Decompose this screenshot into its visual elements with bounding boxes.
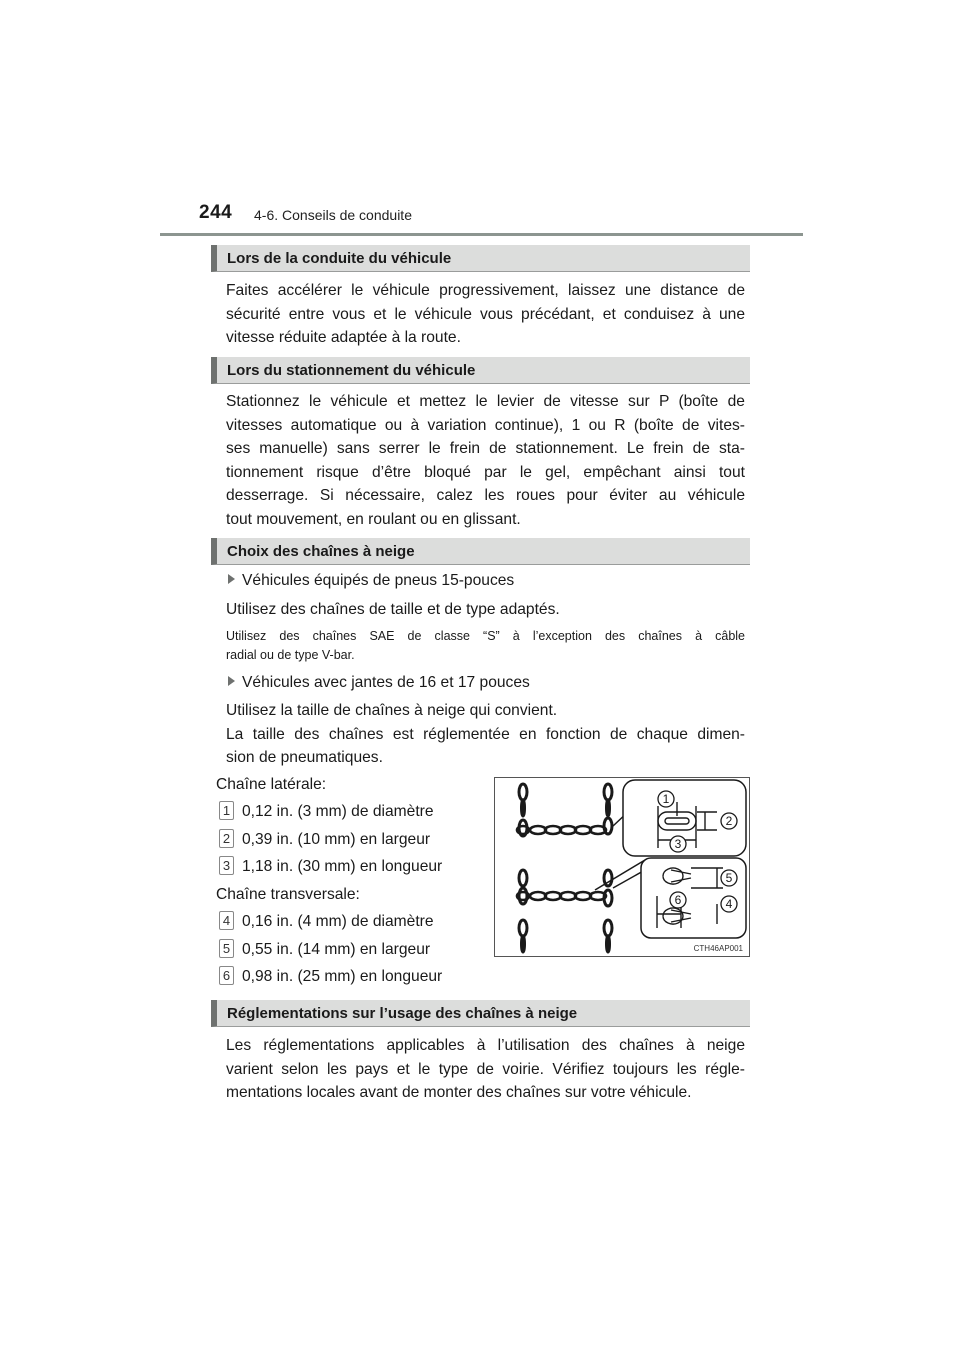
spec-item <box>219 939 430 961</box>
text-line: sion de pneumatiques. <box>226 749 383 766</box>
callout-5: 5 <box>725 871 733 885</box>
spec-text: 0,98 in. (25 mm) en longueur <box>242 968 443 985</box>
triangle-bullet-icon <box>228 676 235 686</box>
section-title: Choix des chaînes à neige <box>227 543 415 560</box>
figure-code: CTH46AP001 <box>693 944 743 953</box>
callout-number: 1 <box>219 801 234 820</box>
bullet-16-17-inch <box>228 672 530 694</box>
text-line: ses manuelle) sans serrer le frein de stationnement. Le frein de sta- <box>226 440 745 457</box>
paragraph-chain-type <box>226 598 745 622</box>
cross-chain-top <box>517 826 606 834</box>
text-line: Faites accélérer le véhicule progressivement, laissez une distance de <box>226 282 745 299</box>
snow-chain-diagram <box>494 777 750 957</box>
section-heading-regulations <box>211 1000 750 1027</box>
callout-number: 6 <box>219 966 234 985</box>
bullet-text: Véhicules équipés de pneus 15-pouces <box>242 572 515 589</box>
text-line: desserrage. Si nécessaire, calez les roues pour éviter au véhicule <box>226 487 745 504</box>
spec-text: 0,16 in. (4 mm) de diamètre <box>242 913 434 930</box>
note-sae-class <box>226 627 745 665</box>
callout-number: 4 <box>219 911 234 930</box>
section-title: Lors de la conduite du véhicule <box>227 250 452 267</box>
section-title: Lors du stationnement du véhicule <box>227 362 476 379</box>
left-side-chain <box>519 784 527 952</box>
paragraph-chain-size <box>226 699 745 770</box>
callout-2: 2 <box>725 814 733 828</box>
bullet-text: Véhicules avec jantes de 16 et 17 pouces <box>242 674 530 691</box>
paragraph-driving <box>226 279 745 350</box>
callout-3: 3 <box>674 837 682 851</box>
text-line: tout mouvement, en roulant ou en glissant. <box>226 510 521 528</box>
chapter-title: 4-6. Conseils de conduite <box>254 207 412 223</box>
header-divider <box>160 233 803 236</box>
text-line: radial ou de type V-bar. <box>226 648 355 662</box>
text-line: Utilisez des chaînes de taille et de type adaptés. <box>226 601 560 618</box>
cross-chain-bottom <box>517 892 606 900</box>
bullet-15-inch <box>228 570 514 592</box>
text-line: vitesse réduite adaptée à la route. <box>226 329 461 346</box>
callout-number: 5 <box>219 939 234 958</box>
spec-item <box>219 829 430 851</box>
spec-text: 0,12 in. (3 mm) de diamètre <box>242 803 434 820</box>
text-line: tionnement risque d’être bloqué par le gel, empêchant ainsi tout <box>226 463 745 481</box>
cross-chain-label: Chaîne transversale: <box>216 886 360 903</box>
text-line: Stationnez le véhicule et mettez le levier de vitesse sur P (boîte de <box>226 393 745 410</box>
callout-4: 4 <box>725 897 733 911</box>
paragraph-regulations <box>226 1034 745 1105</box>
spec-item <box>219 966 442 988</box>
spec-item <box>219 911 434 933</box>
triangle-bullet-icon <box>228 574 235 584</box>
text-line: vitesses automatique ou à variation continue), 1 ou R (boîte de vites- <box>226 416 745 434</box>
callout-1: 1 <box>662 792 670 806</box>
callout-number: 3 <box>219 856 234 875</box>
paragraph-parking <box>226 390 745 531</box>
spec-item <box>219 801 434 823</box>
spec-item <box>219 856 442 878</box>
section-heading-parking <box>211 357 750 384</box>
text-line: mentations locales avant de monter des chaînes sur votre véhicule. <box>226 1084 692 1101</box>
text-line: Les réglementations applicables à l’utilisation des chaînes à neige <box>226 1037 745 1054</box>
page-number: 244 <box>199 202 233 223</box>
text-line: Utilisez la taille de chaînes à neige qui convient. <box>226 702 558 719</box>
text-line: sécurité entre vous et le véhicule vous précédant, et conduisez à une <box>226 305 745 323</box>
callout-number: 2 <box>219 829 234 848</box>
text-line: varient selon les pays et le type de voirie. Vérifiez toujours les régle- <box>226 1060 745 1078</box>
spec-text: 0,39 in. (10 mm) en largeur <box>242 831 431 848</box>
text-line: Utilisez des chaînes SAE de classe “S” à l’exception des chaînes à câble <box>226 629 745 643</box>
section-heading-chains <box>211 538 750 565</box>
text-line: La taille des chaînes est réglementée en fonction de chaque dimen- <box>226 725 745 743</box>
right-side-chain <box>604 784 612 952</box>
section-heading-driving <box>211 245 750 272</box>
section-title: Réglementations sur l’usage des chaînes à neige <box>227 1005 578 1022</box>
spec-text: 0,55 in. (14 mm) en largeur <box>242 941 431 958</box>
side-chain-label: Chaîne latérale: <box>216 776 327 793</box>
chain-illustration <box>495 778 749 956</box>
callout-6: 6 <box>674 893 682 907</box>
spec-text: 1,18 in. (30 mm) en longueur <box>242 858 443 875</box>
